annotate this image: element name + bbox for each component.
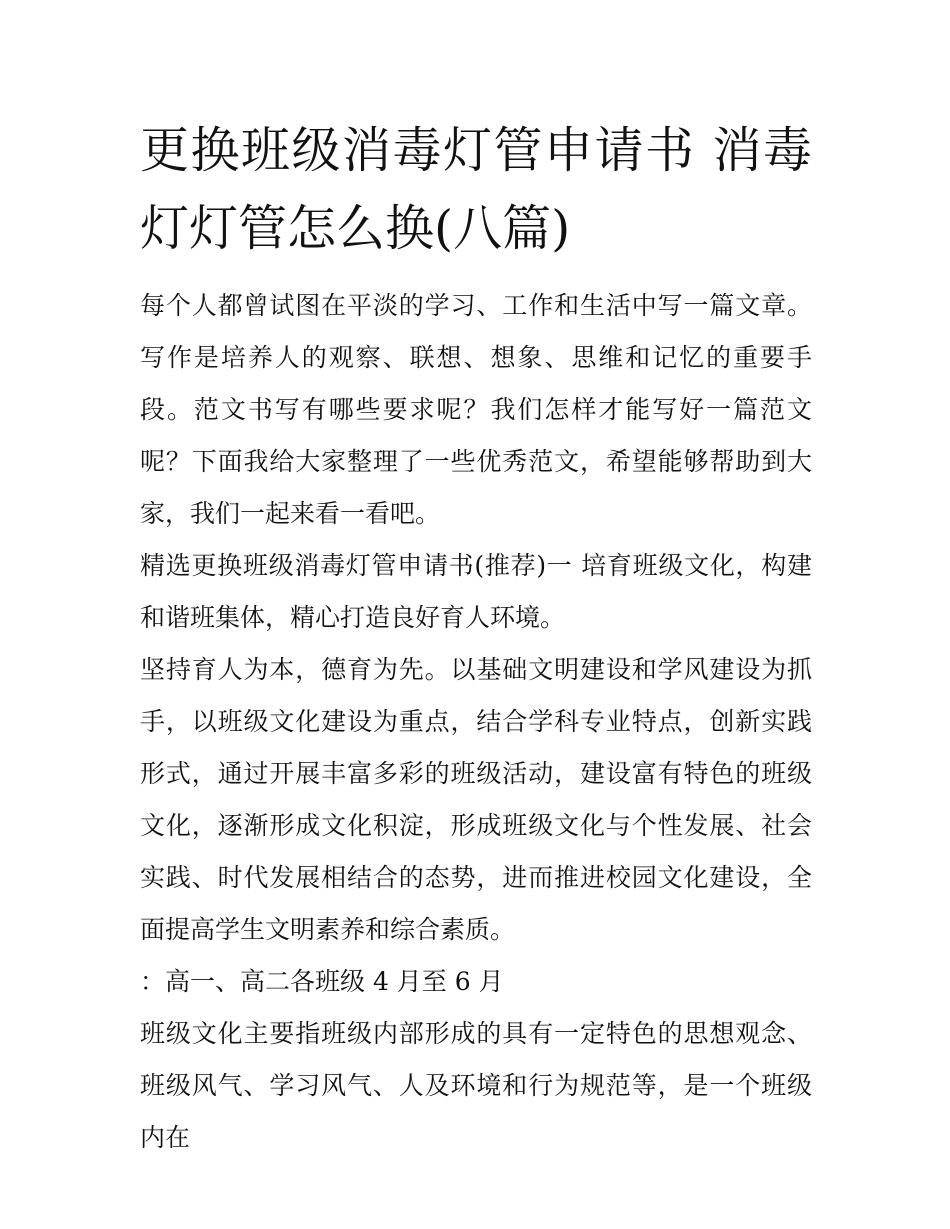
paragraph-section-heading: 精选更换班级消毒灯管申请书(推荐)一 培育班级文化，构建和谐班集体，精心打造良好育人环境。 xyxy=(140,551,812,632)
paragraph-intro: 每个人都曾试图在平淡的学习、工作和生活中写一篇文章。写作是培养人的观察、联想、想象、思维和记忆的重要手段。范文书写有哪些要求呢？我们怎样才能写好一篇范文呢？下面我给大家整理了一些优秀范文，希望能够帮助到大家，我们一起来看一看吧。 xyxy=(140,291,812,528)
paragraph-class-culture: 班级文化主要指班级内部形成的具有一定特色的思想观念、班级风气、学习风气、人及环境和行为规范等，是一个班级内在 xyxy=(140,1019,812,1152)
paragraph-schedule: ：高一、高二各班级 4 月至 6 月 xyxy=(140,967,504,996)
document-title: 更换班级消毒灯管申请书 消毒灯灯管怎么换(八篇) xyxy=(140,122,812,257)
title-block xyxy=(140,112,812,268)
paragraph-guiding-principle: 坚持育人为本，德育为先。以基础文明建设和学风建设为抓手，以班级文化建设为重点，结合学科专业特点，创新实践形式，通过开展丰富多彩的班级活动，建设富有特色的班级文化，逐渐形成文化积淀，形成班级文化与个性发展、社会实践、时代发展相结合的态势，进而推进校园文化建设，全面提高学生文明素养和综合素质。 xyxy=(140,655,812,944)
document-body xyxy=(140,112,812,1164)
